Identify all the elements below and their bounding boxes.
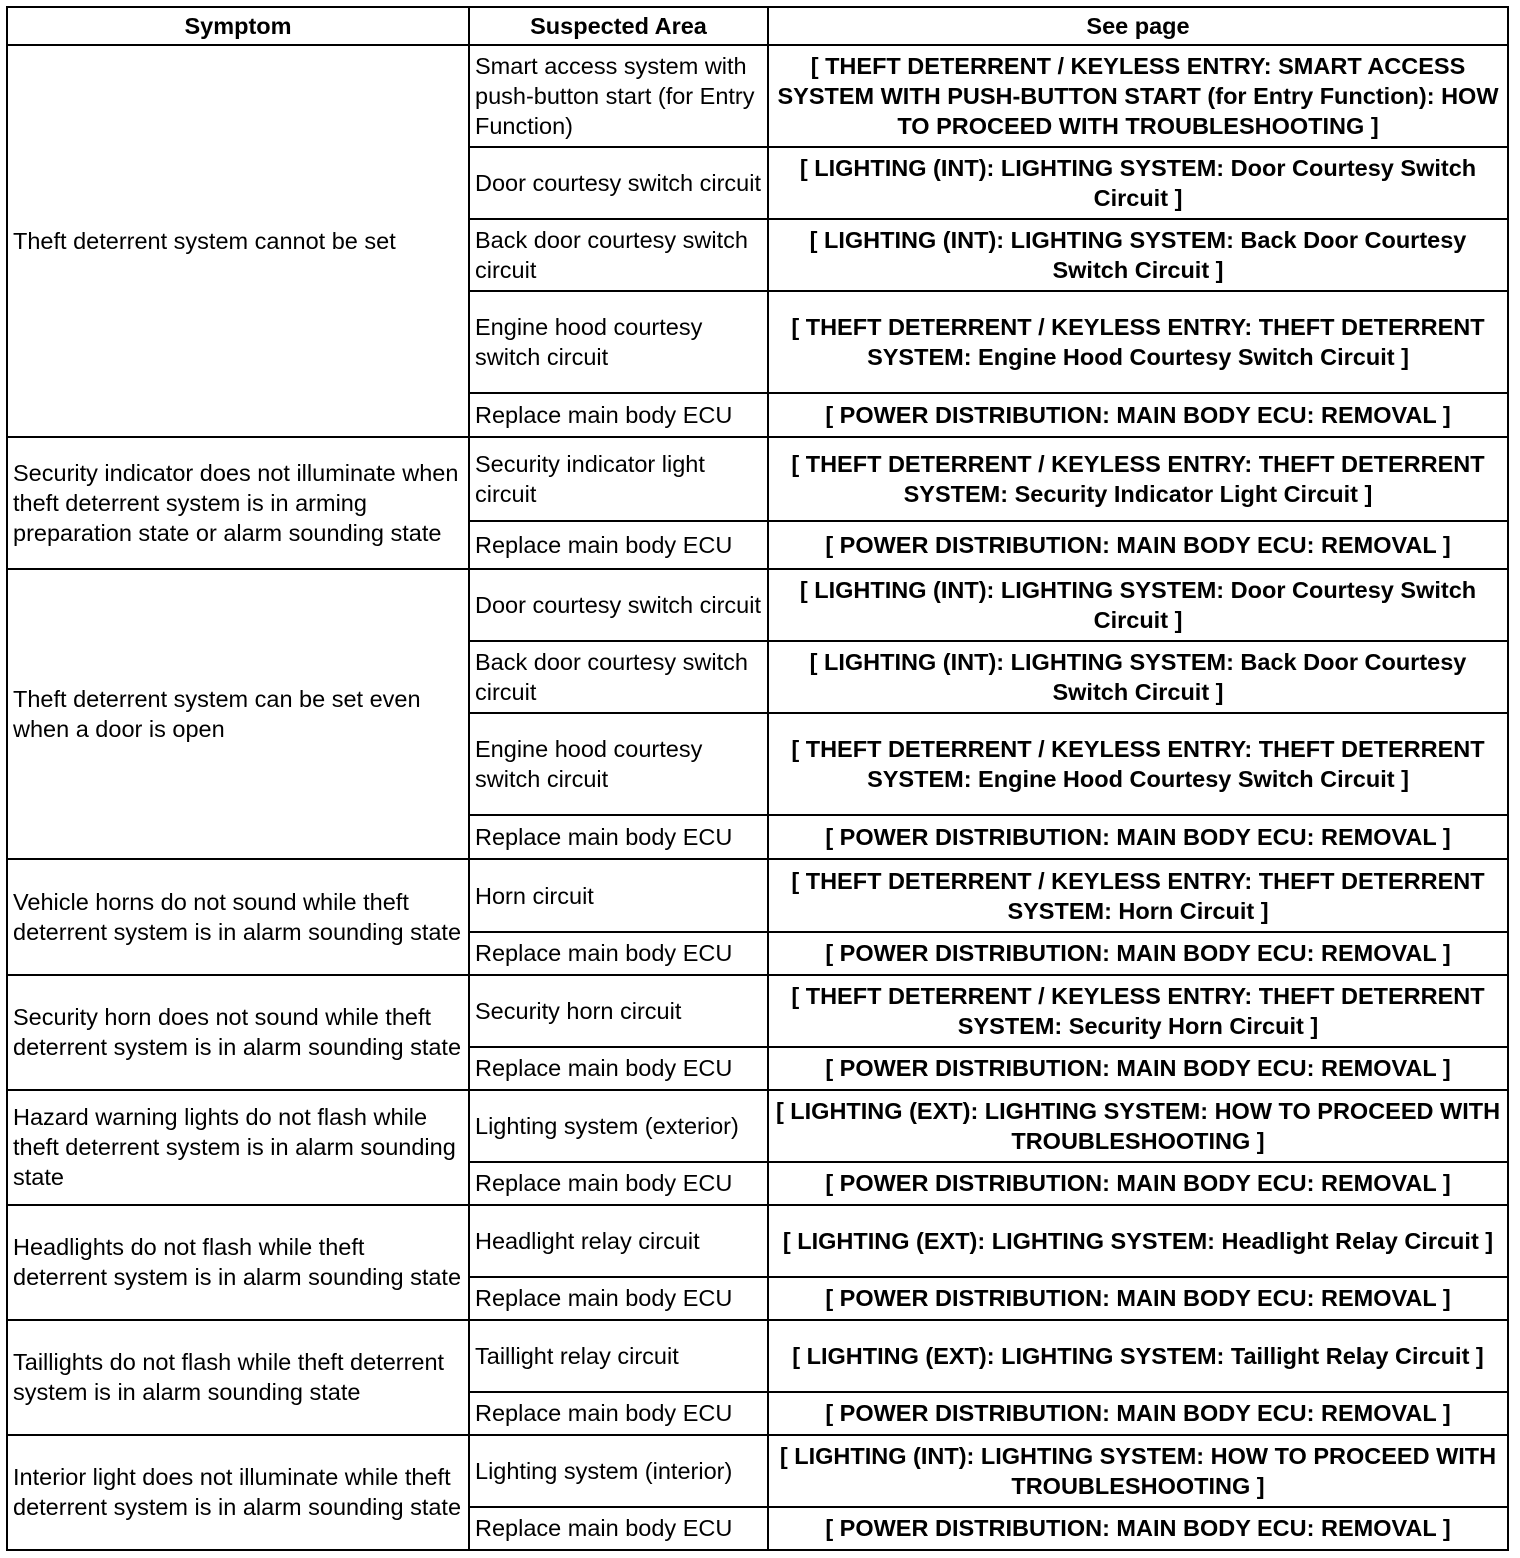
see-page-reference: [ THEFT DETERRENT / KEYLESS ENTRY: THEFT DETERRENT SYSTEM: Horn Circuit ]: [768, 859, 1508, 931]
see-page-reference: [ THEFT DETERRENT / KEYLESS ENTRY: THEFT DETERRENT SYSTEM: Security Horn Circuit ]: [768, 975, 1508, 1047]
table-row: [7, 569, 1508, 641]
suspected-area-cell: Replace main body ECU: [469, 1047, 768, 1090]
symptom-cell: Security indicator does not illuminate when theft deterrent system is in arming preparation state or alarm sounding state: [7, 437, 469, 569]
see-page-reference: [ LIGHTING (INT): LIGHTING SYSTEM: Door Courtesy Switch Circuit ]: [768, 147, 1508, 219]
see-page-reference: [ LIGHTING (INT): LIGHTING SYSTEM: HOW TO PROCEED WITH TROUBLESHOOTING ]: [768, 1435, 1508, 1507]
suspected-area-cell: Replace main body ECU: [469, 1507, 768, 1550]
header-suspected-area: Suspected Area: [469, 7, 768, 45]
table-row: [7, 1435, 1508, 1507]
suspected-area-cell: Headlight relay circuit: [469, 1205, 768, 1277]
symptom-cell: Security horn does not sound while theft deterrent system is in alarm sounding state: [7, 975, 469, 1090]
see-page-reference: [ LIGHTING (INT): LIGHTING SYSTEM: Back Door Courtesy Switch Circuit ]: [768, 219, 1508, 291]
see-page-reference: [ POWER DISTRIBUTION: MAIN BODY ECU: REMOVAL ]: [768, 1507, 1508, 1550]
suspected-area-cell: Replace main body ECU: [469, 1277, 768, 1320]
table-row: [7, 1320, 1508, 1392]
table-row: [7, 437, 1508, 521]
suspected-area-cell: Security horn circuit: [469, 975, 768, 1047]
table-body: [7, 45, 1508, 1550]
see-page-reference: [ POWER DISTRIBUTION: MAIN BODY ECU: REMOVAL ]: [768, 521, 1508, 569]
see-page-reference: [ LIGHTING (INT): LIGHTING SYSTEM: Door Courtesy Switch Circuit ]: [768, 569, 1508, 641]
symptom-cell: Hazard warning lights do not flash while theft deterrent system is in alarm sounding state: [7, 1090, 469, 1205]
symptom-cell: Interior light does not illuminate while theft deterrent system is in alarm sounding state: [7, 1435, 469, 1550]
see-page-reference: [ THEFT DETERRENT / KEYLESS ENTRY: SMART ACCESS SYSTEM WITH PUSH-BUTTON START (for Entry Function): HOW TO PROCEED WITH TROUBLESHOOTING ]: [768, 45, 1508, 147]
suspected-area-cell: Back door courtesy switch circuit: [469, 219, 768, 291]
header-row: [7, 7, 1508, 45]
suspected-area-cell: Replace main body ECU: [469, 521, 768, 569]
see-page-reference: [ POWER DISTRIBUTION: MAIN BODY ECU: REMOVAL ]: [768, 815, 1508, 859]
table-row: [7, 1090, 1508, 1162]
see-page-reference: [ POWER DISTRIBUTION: MAIN BODY ECU: REMOVAL ]: [768, 932, 1508, 975]
table-row: [7, 45, 1508, 147]
suspected-area-cell: Security indicator light circuit: [469, 437, 768, 521]
table-row: [7, 859, 1508, 931]
suspected-area-cell: Back door courtesy switch circuit: [469, 641, 768, 713]
suspected-area-cell: Replace main body ECU: [469, 815, 768, 859]
see-page-reference: [ POWER DISTRIBUTION: MAIN BODY ECU: REMOVAL ]: [768, 1277, 1508, 1320]
suspected-area-cell: Door courtesy switch circuit: [469, 569, 768, 641]
suspected-area-cell: Taillight relay circuit: [469, 1320, 768, 1392]
see-page-reference: [ THEFT DETERRENT / KEYLESS ENTRY: THEFT DETERRENT SYSTEM: Engine Hood Courtesy Switch Circuit ]: [768, 713, 1508, 815]
suspected-area-cell: Replace main body ECU: [469, 1162, 768, 1205]
table-row: [7, 975, 1508, 1047]
symptom-cell: Theft deterrent system cannot be set: [7, 45, 469, 437]
suspected-area-cell: Replace main body ECU: [469, 393, 768, 437]
table-row: [7, 1205, 1508, 1277]
header-symptom: Symptom: [7, 7, 469, 45]
see-page-reference: [ LIGHTING (EXT): LIGHTING SYSTEM: HOW TO PROCEED WITH TROUBLESHOOTING ]: [768, 1090, 1508, 1162]
symptom-cell: Theft deterrent system can be set even when a door is open: [7, 569, 469, 859]
see-page-reference: [ THEFT DETERRENT / KEYLESS ENTRY: THEFT DETERRENT SYSTEM: Security Indicator Light Circuit ]: [768, 437, 1508, 521]
suspected-area-cell: Lighting system (exterior): [469, 1090, 768, 1162]
suspected-area-cell: Door courtesy switch circuit: [469, 147, 768, 219]
suspected-area-cell: Engine hood courtesy switch circuit: [469, 713, 768, 815]
header-see-page: See page: [768, 7, 1508, 45]
see-page-reference: [ POWER DISTRIBUTION: MAIN BODY ECU: REMOVAL ]: [768, 1392, 1508, 1435]
see-page-reference: [ LIGHTING (EXT): LIGHTING SYSTEM: Taillight Relay Circuit ]: [768, 1320, 1508, 1392]
suspected-area-cell: Horn circuit: [469, 859, 768, 931]
suspected-area-cell: Replace main body ECU: [469, 932, 768, 975]
see-page-reference: [ POWER DISTRIBUTION: MAIN BODY ECU: REMOVAL ]: [768, 393, 1508, 437]
see-page-reference: [ POWER DISTRIBUTION: MAIN BODY ECU: REMOVAL ]: [768, 1162, 1508, 1205]
see-page-reference: [ LIGHTING (EXT): LIGHTING SYSTEM: Headlight Relay Circuit ]: [768, 1205, 1508, 1277]
symptom-cell: Headlights do not flash while theft deterrent system is in alarm sounding state: [7, 1205, 469, 1320]
symptom-cell: Vehicle horns do not sound while theft deterrent system is in alarm sounding state: [7, 859, 469, 974]
symptom-cell: Taillights do not flash while theft deterrent system is in alarm sounding state: [7, 1320, 469, 1435]
suspected-area-cell: Smart access system with push-button start (for Entry Function): [469, 45, 768, 147]
see-page-reference: [ THEFT DETERRENT / KEYLESS ENTRY: THEFT DETERRENT SYSTEM: Engine Hood Courtesy Switch Circuit ]: [768, 291, 1508, 393]
suspected-area-cell: Lighting system (interior): [469, 1435, 768, 1507]
suspected-area-cell: Engine hood courtesy switch circuit: [469, 291, 768, 393]
suspected-area-cell: Replace main body ECU: [469, 1392, 768, 1435]
see-page-reference: [ POWER DISTRIBUTION: MAIN BODY ECU: REMOVAL ]: [768, 1047, 1508, 1090]
table-header: [7, 7, 1508, 45]
see-page-reference: [ LIGHTING (INT): LIGHTING SYSTEM: Back Door Courtesy Switch Circuit ]: [768, 641, 1508, 713]
troubleshooting-table: [6, 6, 1509, 1551]
